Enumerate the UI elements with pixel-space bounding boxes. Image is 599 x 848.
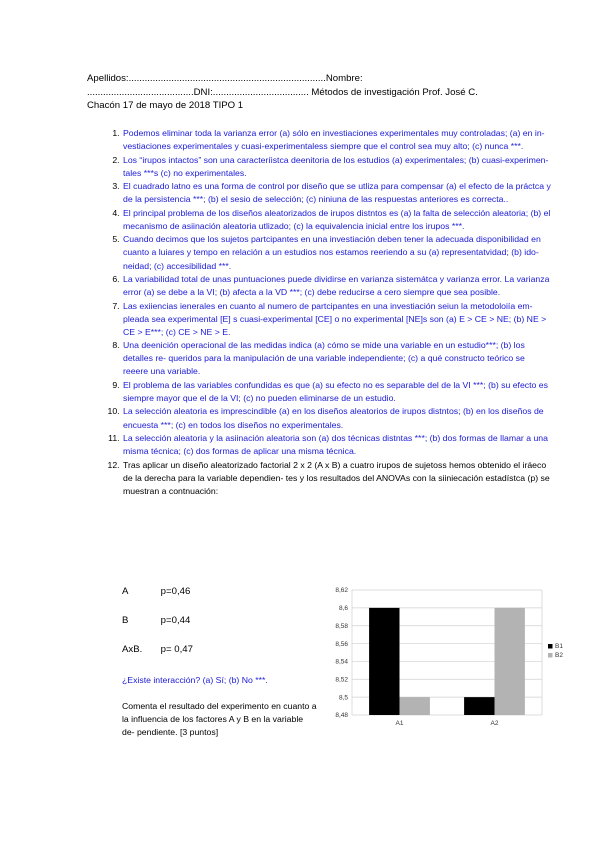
chart-legend [548,643,563,659]
question-item: 8. Una deenición operacional de las medidas indica (a) cómo se mide una variable en un estudio***; (b) los detalles re- queridos para la manipulación de una variable independiente; (c) a qué constructo teórico se reeere una variable. [122,339,552,378]
question-item: 10. La selección aleatoria es imprescindible (a) en los diseños aleatorios de irupos distntos; (b) en los diseños de encuesta ***; (c) en todos los diseños no experimentales. [122,405,552,431]
question-item: 11. La selección aleatoria y la asiinación aleatoria son (a) dos técnicas distntas ***; (b) dos formas de llamar a una misma técnica; (c) dos formas de aplicar una misma técnica. [122,432,552,458]
chart-y-axis [335,587,348,719]
y-tick-label: 8,58 [335,622,348,630]
y-tick-label: 8,56 [335,640,348,648]
exam-header [87,72,527,113]
question-item: 12. Tras aplicar un diseño aleatorizado factorial 2 x 2 (A x B) a cuatro irupos de sujetoss hemos obtenido el iráeco de la derecha para la variable dependien- tes y los resultados del ANOVAs con la siiniecación estadístca (p) se muestran a contnuación: [122,459,552,498]
bar-chart [312,580,582,740]
result-value: p=0,46 [160,586,191,597]
bar-b2-a2 [495,608,525,715]
question-item: 1. Podemos eliminar toda la varianza error (a) sólo en investiaciones experimentales muy controladas; (a) en in- vestiaciones experimentales y cuasi-experimentaless siempre que el control sea muy alto; (c) nunca ***. [122,127,552,153]
legend-label: B1 [555,643,563,650]
result-value: p= 0,47 [160,644,193,655]
x-tick-label: A1 [395,720,404,727]
bar-b1-a2 [464,697,494,715]
result-row-axb [122,644,193,655]
chart-x-axis [396,720,499,727]
result-label: B [122,615,129,626]
legend-swatch [548,653,553,658]
question-list [88,127,552,498]
bar-b2-a1 [400,697,430,715]
question-item: 9. El problema de las variables confundidas es que (a) su efecto no es separable del de la VI ***; (b) su efecto es siempre mayor que el de la VI; (c) no pueden eliminarse de un estudio. [122,379,552,405]
y-tick-label: 8,52 [335,676,348,684]
y-tick-label: 8,48 [335,712,348,720]
result-row-b [122,615,190,626]
question-item: 7. Las exiiencias ienerales en cuanto al numero de partcipantes en una investiación seiun la metodoloiía em- pleada sea experimental [E] s cuasi-experimental [CE] o no experimental [NE]s son (a) E > CE > NE; (b) NE > CE > E***; (c) CE > NE > E. [122,300,552,339]
y-tick-label: 8,62 [335,587,348,595]
result-label: AxB. [122,644,143,655]
result-row-a [122,586,190,597]
y-tick-label: 8,54 [335,658,348,666]
question-item: 5. Cuando decimos que los sujetos partcipantes en una investiación deben tener la adecuada disponibilidad en cuanto a luiares y tempo en relación a un estudios nos estamos reeriendo a su (a) representatvidad; (b) ido- neidad; (c) accesibilidad ***. [122,233,552,272]
header-line-1: Apellidos:..........................................................................Nombre: [87,73,363,84]
legend-label: B2 [555,652,563,659]
interaction-question: ¿Existe interacción? (a) Sí; (b) No ***. [122,675,268,685]
question-item: 2. Los “irupos intactos” son una caracteríistca deenitoria de los estudios (a) experimentales; (b) cuasi-experimen- tales ***s (c) no experimentales. [122,154,552,180]
bar-b1-a1 [369,608,399,715]
x-tick-label: A2 [490,720,499,727]
question-item: 4. El principal problema de los diseños aleatorizados de irupos distntos es (a) la falta de selección aleatoria; (b) el mecanismo de asiinación aleatoria utlizado; (c) la equivalencia inicial entre los irupos ***. [122,207,552,233]
legend-swatch [548,644,553,649]
comment-prompt: Comenta el resultado del experimento en cuanto a la influencia de los factores A y B en la variable de- pendiente. [3 puntos] [122,701,317,738]
header-line-3: Chacón 17 de mayo de 2018 TIPO 1 [87,100,244,111]
question-item: 3. El cuadrado latno es una forma de control por diseño que se utliza para compensar (a) el efecto de la práctca y de la persistencia ***; (b) el sesio de selección; (c) niniuna de las respuestas anteriores es correcta.. [122,180,552,206]
header-line-2: ........................................DNI:.................................... Métodos de investigación Prof. José C. [87,86,478,98]
result-value: p=0,44 [160,615,191,626]
y-tick-label: 8,5 [338,694,348,702]
y-tick-label: 8,6 [338,605,348,613]
result-label: A [122,586,129,597]
question-item: 6. La variabilidad total de unas puntuaciones puede dividirse en varianza sistemátca y varianza error. La varianza error (a) se debe a la VI; (b) afecta a la VD ***; (c) debe reducirse a cero siempre que sea posible. [122,273,552,299]
